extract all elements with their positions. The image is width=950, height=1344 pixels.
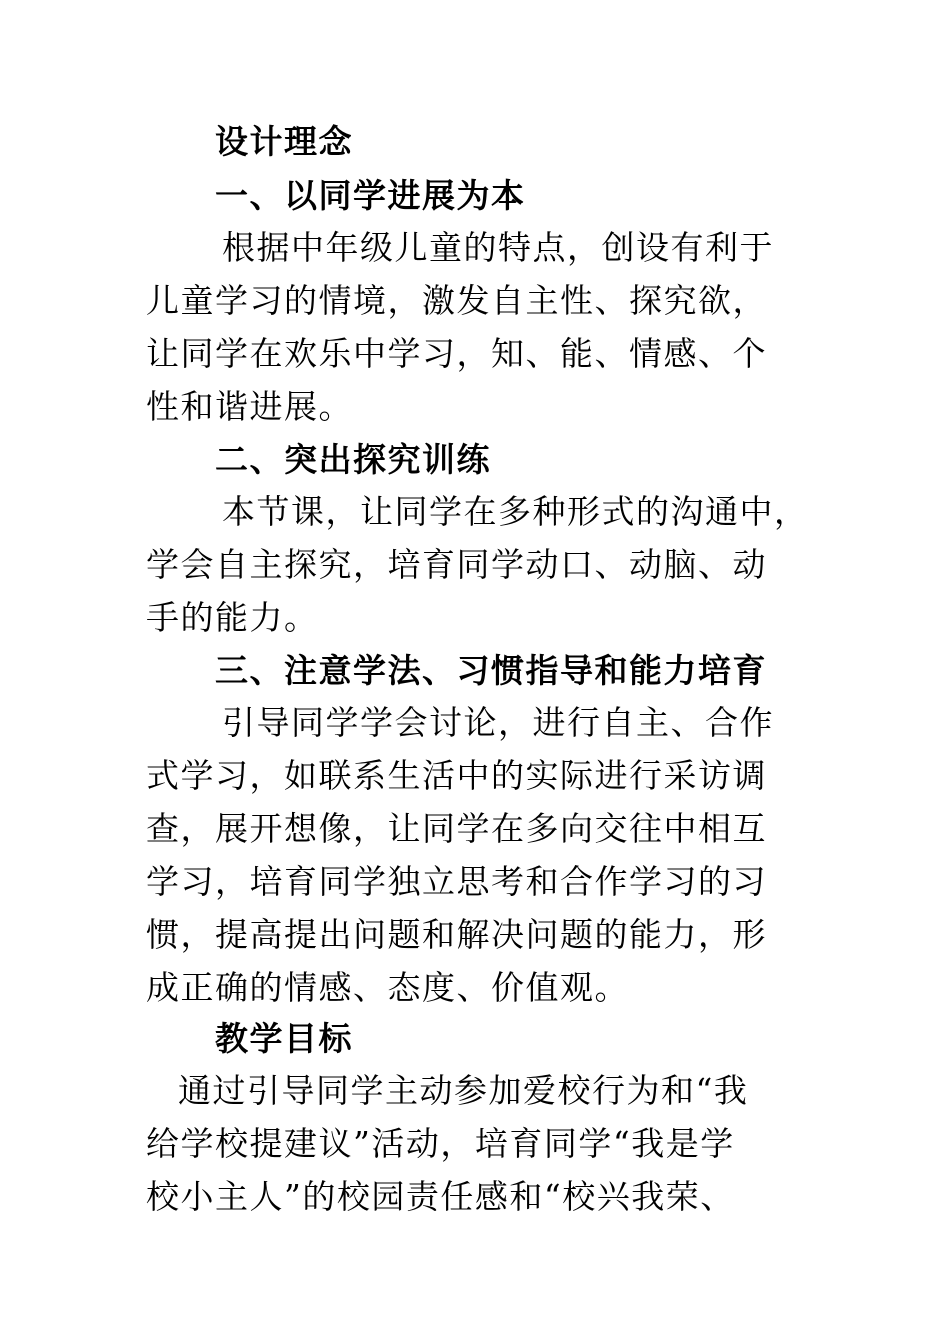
paragraph-line: 本节课，让同学在多种形式的沟通中， xyxy=(222,492,809,531)
section-heading-1: 一、以同学进展为本 xyxy=(215,176,526,215)
paragraph-line: 让同学在欢乐中学习，知、能、情感、个 xyxy=(146,334,767,373)
paragraph-line: 根据中年级儿童的特点，创设有利于 xyxy=(222,228,774,267)
paragraph-line: 通过引导同学主动参加爱校行为和“我 xyxy=(178,1071,749,1110)
paragraph-line: 校小主人”的校园责任感和“校兴我荣、 xyxy=(146,1177,735,1216)
section-heading-3: 三、注意学法、习惯指导和能力培育 xyxy=(215,651,767,690)
goals-heading: 教学目标 xyxy=(215,1019,353,1058)
paragraph-line: 给学校提建议”活动，培育同学“我是学 xyxy=(146,1124,735,1163)
paragraph-line: 学习，培育同学独立思考和合作学习的习 xyxy=(146,862,767,901)
paragraph-line: 式学习，如联系生活中的实际进行采访调 xyxy=(146,756,767,795)
paragraph-line: 儿童学习的情境，激发自主性、探究欲， xyxy=(146,281,767,320)
paragraph-line: 手的能力。 xyxy=(146,598,319,637)
paragraph-line: 性和谐进展。 xyxy=(146,387,353,426)
document-title: 设计理念 xyxy=(215,122,353,161)
paragraph-line: 学会自主探究，培育同学动口、动脑、动 xyxy=(146,545,767,584)
section-heading-2: 二、突出探究训练 xyxy=(215,440,491,479)
paragraph-line: 查，展开想像，让同学在多向交往中相互 xyxy=(146,809,767,848)
paragraph-line: 成正确的情感、态度、价值观。 xyxy=(146,968,629,1007)
paragraph-line: 引导同学学会讨论，进行自主、合作 xyxy=(222,703,774,742)
paragraph-line: 惯，提高提出问题和解决问题的能力，形 xyxy=(146,915,767,954)
